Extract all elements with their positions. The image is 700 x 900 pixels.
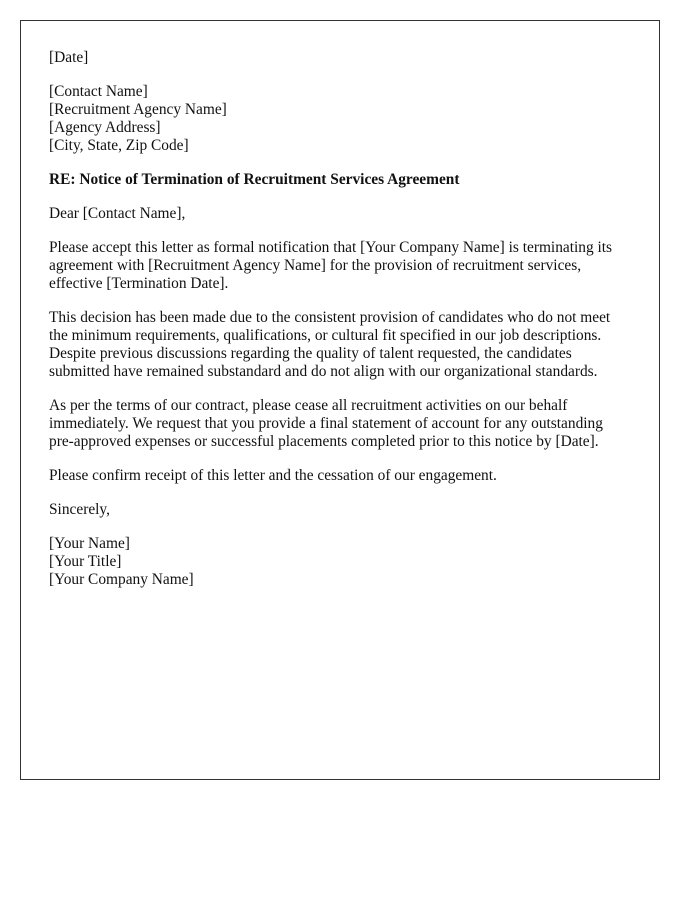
body-paragraph-notification: Please accept this letter as formal notification that [Your Company Name] is terminating its agreement with [Recruitment Agency Name] for the provision of recruitment services, effective [Termination Date].	[49, 239, 613, 292]
signature-name: [Your Name]	[49, 535, 130, 552]
letter-salutation: Dear [Contact Name],	[49, 205, 186, 222]
letter-closing: Sincerely,	[49, 501, 110, 518]
body-paragraph-confirmation: Please confirm receipt of this letter and the cessation of our engagement.	[49, 467, 497, 484]
recipient-agency-name: [Recruitment Agency Name]	[49, 101, 227, 118]
recipient-contact-name: [Contact Name]	[49, 83, 148, 100]
letter-page	[20, 20, 660, 780]
signature-title: [Your Title]	[49, 553, 122, 570]
signature-company: [Your Company Name]	[49, 571, 194, 588]
body-paragraph-reason: This decision has been made due to the consistent provision of candidates who do not meet the minimum requirements, qualifications, or cultural fit specified in our job descriptions. Despite previous discussions regarding the quality of talent requested, the candidates submitted have remained substandard and do not align with our organizational standards.	[49, 309, 611, 380]
recipient-address-block	[49, 83, 631, 155]
recipient-city-state-zip: [City, State, Zip Code]	[49, 137, 189, 154]
body-paragraph-contract-terms: As per the terms of our contract, please cease all recruitment activities on our behalf immediately. We request that you provide a final statement of account for any outstanding pre-approved expenses or successful placements completed prior to this notice by [Date].	[49, 397, 603, 450]
letter-subject: RE: Notice of Termination of Recruitment Services Agreement	[49, 171, 460, 188]
recipient-agency-address: [Agency Address]	[49, 119, 161, 136]
signature-block	[49, 535, 631, 589]
letter-date: [Date]	[49, 49, 89, 66]
